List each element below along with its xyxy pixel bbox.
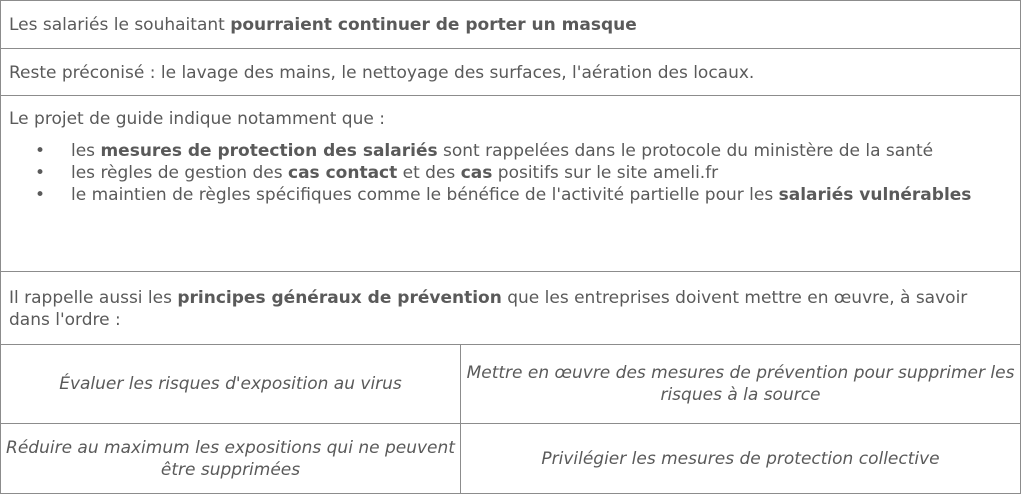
step-evaluate: Évaluer les risques d'exposition au virus — [1, 345, 461, 424]
mask-emphasis: pourraient continuer de porter un masque — [230, 15, 637, 35]
bullet-icon: • — [35, 185, 46, 205]
list-item: • le maintien de règles spécifiques comme le bénéfice de l'activité partielle pour les salariés vulnérables — [35, 185, 972, 205]
list-item: • les règles de gestion des cas contact et des cas positifs sur le site ameli.fr — [35, 163, 719, 183]
step-reduce: Réduire au maximum les expositions qui ne peuvent être supprimées — [1, 424, 461, 493]
row-principles — [1, 272, 1020, 345]
bullet-icon: • — [35, 163, 46, 183]
step-collective: Privilégier les mesures de protection collective — [541, 448, 940, 469]
guide-intro: Le projet de guide indique notamment que : — [9, 109, 385, 129]
step-prevention: Mettre en œuvre des mesures de prévention pour supprimer les risques à la source — [461, 345, 1020, 424]
bullet-icon: • — [35, 141, 46, 161]
row-guide — [1, 96, 1020, 272]
recommended-text: Reste préconisé : le lavage des mains, le nettoyage des surfaces, l'aération des locaux. — [9, 63, 755, 83]
guide-list — [33, 140, 993, 206]
steps-grid — [1, 345, 1020, 493]
row-mask — [1, 1, 1020, 49]
row-recommended — [1, 49, 1020, 96]
mask-text: Les salariés le souhaitant pourraient continuer de porter un masque — [9, 15, 637, 35]
list-item: • les mesures de protection des salariés sont rappelées dans le protocole du ministère de la santé — [35, 141, 934, 161]
principles-text: Il rappelle aussi les principes généraux de prévention que les entreprises doivent mettre en œuvre, à savoir dans l'ordre : — [9, 288, 968, 330]
